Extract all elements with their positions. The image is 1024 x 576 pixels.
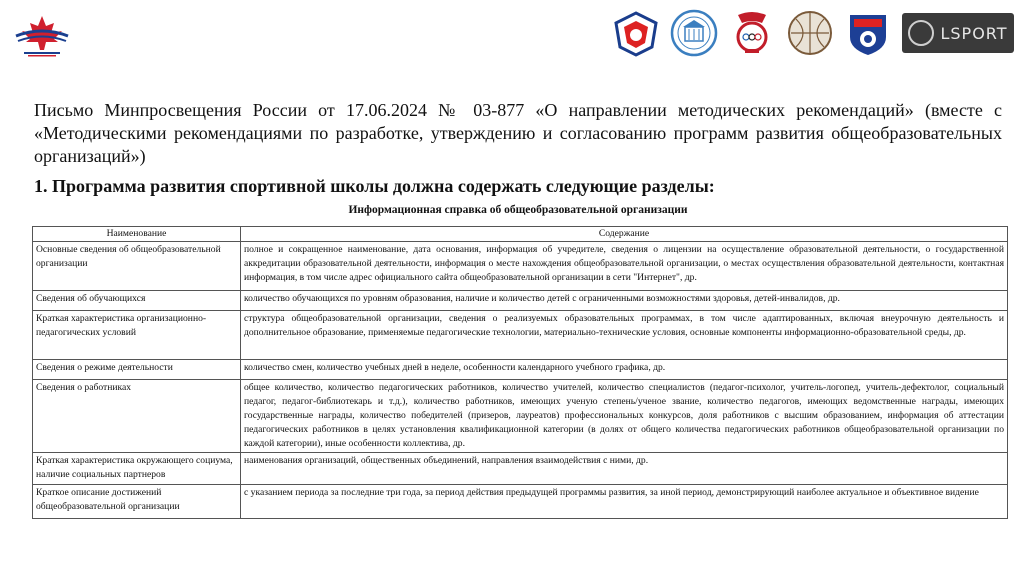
table-row xyxy=(33,453,1008,485)
table-row xyxy=(33,380,1008,453)
row-name: Основные сведения об общеобразовательной организации xyxy=(33,242,241,291)
partner-logos xyxy=(612,8,1014,58)
lsport-figure-icon xyxy=(908,20,934,46)
stadium-emblem-icon xyxy=(728,9,776,57)
row-content: общее количество, количество педагогических работников, количество учителей, количество специалистов (педагог-психолог, учитель-логопед, учитель-дефектолог, социальный педагог, педагог-библиотекарь и т.д.), количество работников, имеющих ученую степень/ученое звание, количество педагогов, имеющих ведомственные награды, имеющих государственные награды, количество победителей (призеров, лауреатов) профессиональных конкурсов, доля работников с высшим образованием, информация об аттестации педагогических работников в целях установления квалификационной категории (в долях от общего количества педагогических работников общеобразовательной организации по каждой категории), иные особенности коллектива, др. xyxy=(241,380,1008,453)
table-row xyxy=(33,291,1008,311)
row-name: Краткая характеристика окружающего социума, наличие социальных партнеров xyxy=(33,453,241,485)
row-name: Краткое описание достижений общеобразовательной организации xyxy=(33,485,241,519)
header-name: Наименование xyxy=(33,227,241,242)
lsport-logo xyxy=(902,13,1014,53)
sport-shield-emblem-icon xyxy=(844,9,892,57)
table-row xyxy=(33,242,1008,291)
row-content: полное и сокращенное наименование, дата основания, информация об учредителе, сведения о лицензии на осуществление образовательной деятельности, о государственной аккредитации образовательной деятельности, информация о месте нахождения общеобразовательной организации, о местах осуществления образовательной деятельности, контактная информация, в том числе адрес официального сайта общеобразовательной организации в сети "Интернет", др. xyxy=(241,242,1008,291)
row-content: с указанием периода за последние три года, за период действия предыдущей программы развития, за иной период, демонстрирующий наиболее актуальное и объективное видение xyxy=(241,485,1008,519)
table-row xyxy=(33,360,1008,380)
row-content: количество обучающихся по уровням образования, наличие и количество детей с ограниченными возможностями здоровья, детей-инвалидов, др. xyxy=(241,291,1008,311)
sport-school-emblem-icon xyxy=(612,9,660,57)
row-name: Сведения о работниках xyxy=(33,380,241,453)
institution-emblem-icon xyxy=(670,9,718,57)
row-name: Краткая характеристика организационно-педагогических условий xyxy=(33,311,241,360)
table-header-row xyxy=(33,227,1008,242)
row-content: наименования организаций, общественных объединений, направления взаимодействия с ними, др. xyxy=(241,453,1008,485)
section-heading: 1. Программа развития спортивной школы должна содержать следующие разделы: xyxy=(34,176,715,196)
row-name: Сведения о режиме деятельности xyxy=(33,360,241,380)
table-row xyxy=(33,311,1008,360)
lsport-label: LSPORT xyxy=(940,23,1008,43)
letter-reference: Письмо Минпросвещения России от 17.06.2024 № 03-877 «О направлении методических рекомендаций» (вместе с «Методическими рекомендациями по разработке, утверждению и согласованию программ развития общеобразовательных организаций») xyxy=(34,100,1002,166)
maple-leaf-logo xyxy=(10,14,74,58)
row-name: Сведения об обучающихся xyxy=(33,291,241,311)
table-title: Информационная справка об общеобразовательной организации xyxy=(348,204,688,216)
header-content: Содержание xyxy=(241,227,1008,242)
row-content: количество смен, количество учебных дней в неделе, особенности календарного учебного графика, др. xyxy=(241,360,1008,380)
altai-basket-icon xyxy=(786,9,834,57)
row-content: структура общеобразовательной организации, сведения о реализуемых образовательных программах, в том числе адаптированных, включая внеурочную деятельность и дополнительное образование, применяемые педагогические технологии, материально-технические условия, основные компоненты информационно-образовательной среды, др. xyxy=(241,311,1008,360)
table-row xyxy=(33,485,1008,519)
info-table xyxy=(32,226,1008,519)
